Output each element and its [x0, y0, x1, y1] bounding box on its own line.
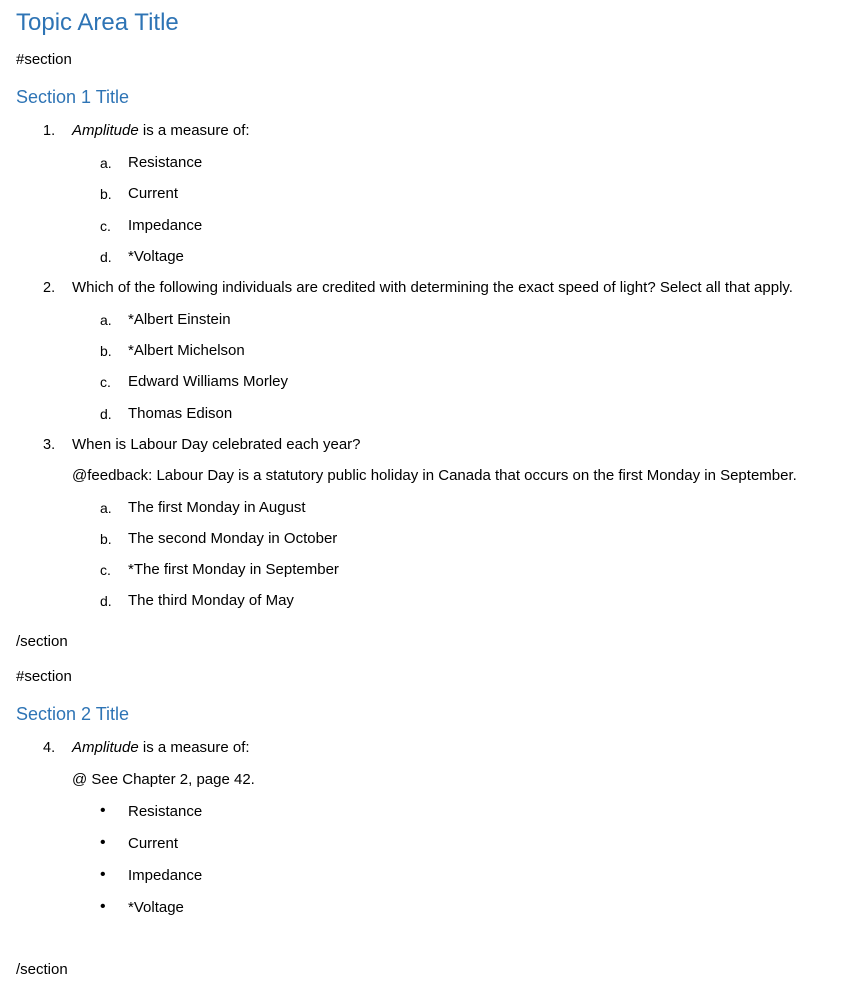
option-letter: a.: [100, 500, 112, 516]
option-text: The second Monday in October: [128, 530, 338, 547]
option-letter: d.: [100, 593, 112, 609]
option-letter: b.: [100, 343, 112, 359]
question-number: 4.: [43, 740, 56, 756]
option-letter: b.: [100, 531, 112, 547]
bullet-icon: •: [100, 898, 106, 915]
bullet-icon: •: [100, 866, 106, 883]
option-text: *Albert Michelson: [128, 342, 245, 359]
option-text: Resistance: [128, 154, 203, 171]
section-close-tag: /section: [16, 633, 68, 650]
question-stem-rest: is a measure of:: [138, 122, 250, 139]
question-stem: When is Labour Day celebrated each year?: [72, 436, 361, 453]
question-stem-rest: is a measure of:: [138, 739, 250, 756]
option-text: *Voltage: [128, 899, 184, 916]
section-open-tag: #section: [16, 668, 72, 685]
question-number: 1.: [43, 123, 56, 139]
option-text: Resistance: [128, 803, 203, 820]
bullet-icon: •: [100, 802, 106, 819]
option-letter: d.: [100, 406, 112, 422]
question-feedback: @feedback: Labour Day is a statutory public holiday in Canada that occurs on the first Monday in September.: [72, 467, 797, 484]
option-text: The third Monday of May: [128, 592, 294, 609]
option-text: Thomas Edison: [128, 405, 233, 422]
section-title: Section 1 Title: [16, 87, 130, 107]
section-title: Section 2 Title: [16, 704, 130, 724]
section-close-tag: /section: [16, 961, 68, 978]
option-text: Impedance: [128, 867, 203, 884]
document-title: Topic Area Title: [16, 9, 179, 36]
question-stem: Which of the following individuals are credited with determining the exact speed of light? Select all that apply.: [72, 279, 793, 296]
option-letter: a.: [100, 312, 112, 328]
option-letter: a.: [100, 155, 112, 171]
option-text: *Albert Einstein: [128, 311, 231, 328]
question-stem: [72, 123, 250, 138]
option-text: *The first Monday in September: [128, 561, 339, 578]
option-letter: c.: [100, 562, 111, 578]
question-note: @ See Chapter 2, page 42.: [72, 771, 255, 788]
option-letter: b.: [100, 186, 112, 202]
question-number: 2.: [43, 280, 56, 296]
option-text: Impedance: [128, 217, 203, 234]
option-text: Edward Williams Morley: [128, 373, 289, 390]
option-text: Current: [128, 835, 179, 852]
option-text: *Voltage: [128, 248, 184, 265]
option-text: The first Monday in August: [128, 499, 306, 516]
section-open-tag: #section: [16, 51, 72, 68]
question-stem: [72, 740, 250, 755]
question-stem-italic: Amplitude: [72, 739, 139, 756]
question-stem-italic: Amplitude: [72, 122, 139, 139]
question-number: 3.: [43, 437, 56, 453]
option-letter: d.: [100, 249, 112, 265]
option-letter: c.: [100, 218, 111, 234]
option-letter: c.: [100, 374, 111, 390]
bullet-icon: •: [100, 834, 106, 851]
option-text: Current: [128, 185, 179, 202]
